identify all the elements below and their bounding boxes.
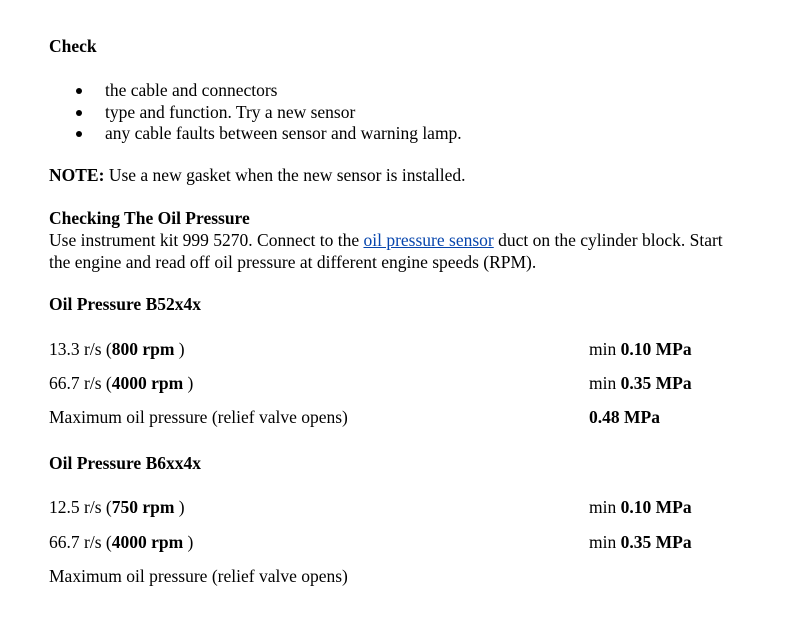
b52-row-speed-1: 13.3 r/s (800 rpm ) (49, 339, 185, 359)
check-list (76, 80, 462, 145)
b6-row-value-2: min 0.35 MPa (589, 532, 692, 552)
b6-heading: Oil Pressure B6xx4x (49, 453, 201, 473)
bullet-icon (76, 131, 82, 137)
b52-row-value-2: min 0.35 MPa (589, 373, 692, 393)
b6-row-speed-1: 12.5 r/s (750 rpm ) (49, 497, 185, 517)
b6-max-label: Maximum oil pressure (relief valve opens) (49, 566, 348, 586)
b52-max-value: 0.48 MPa (589, 407, 660, 427)
list-item: any cable faults between sensor and warning lamp. (76, 123, 462, 145)
note-paragraph (49, 165, 466, 187)
b52-row-speed-2: 66.7 r/s (4000 rpm ) (49, 373, 194, 393)
check-heading: Check (49, 36, 97, 56)
oil-pressure-sensor-link[interactable]: oil pressure sensor (363, 230, 494, 250)
b6-row-value-1: min 0.10 MPa (589, 497, 692, 517)
b52-heading: Oil Pressure B52x4x (49, 294, 201, 314)
bullet-icon (76, 88, 82, 94)
b52-max-label: Maximum oil pressure (relief valve opens) (49, 407, 348, 427)
note-text: Use a new gasket when the new sensor is installed. (104, 165, 466, 185)
list-item: the cable and connectors (76, 80, 462, 102)
list-item: type and function. Try a new sensor (76, 102, 462, 124)
checking-text-line2: the engine and read off oil pressure at different engine speeds (RPM). (49, 252, 537, 272)
note-label: NOTE: (49, 165, 105, 185)
bullet-icon (76, 110, 82, 116)
b6-row-speed-2: 66.7 r/s (4000 rpm ) (49, 532, 194, 552)
checking-heading: Checking The Oil Pressure (49, 208, 250, 228)
checking-text-line1: Use instrument kit 999 5270. Connect to the oil pressure sensor duct on the cylinder block. Start (49, 230, 723, 250)
b52-row-value-1: min 0.10 MPa (589, 339, 692, 359)
